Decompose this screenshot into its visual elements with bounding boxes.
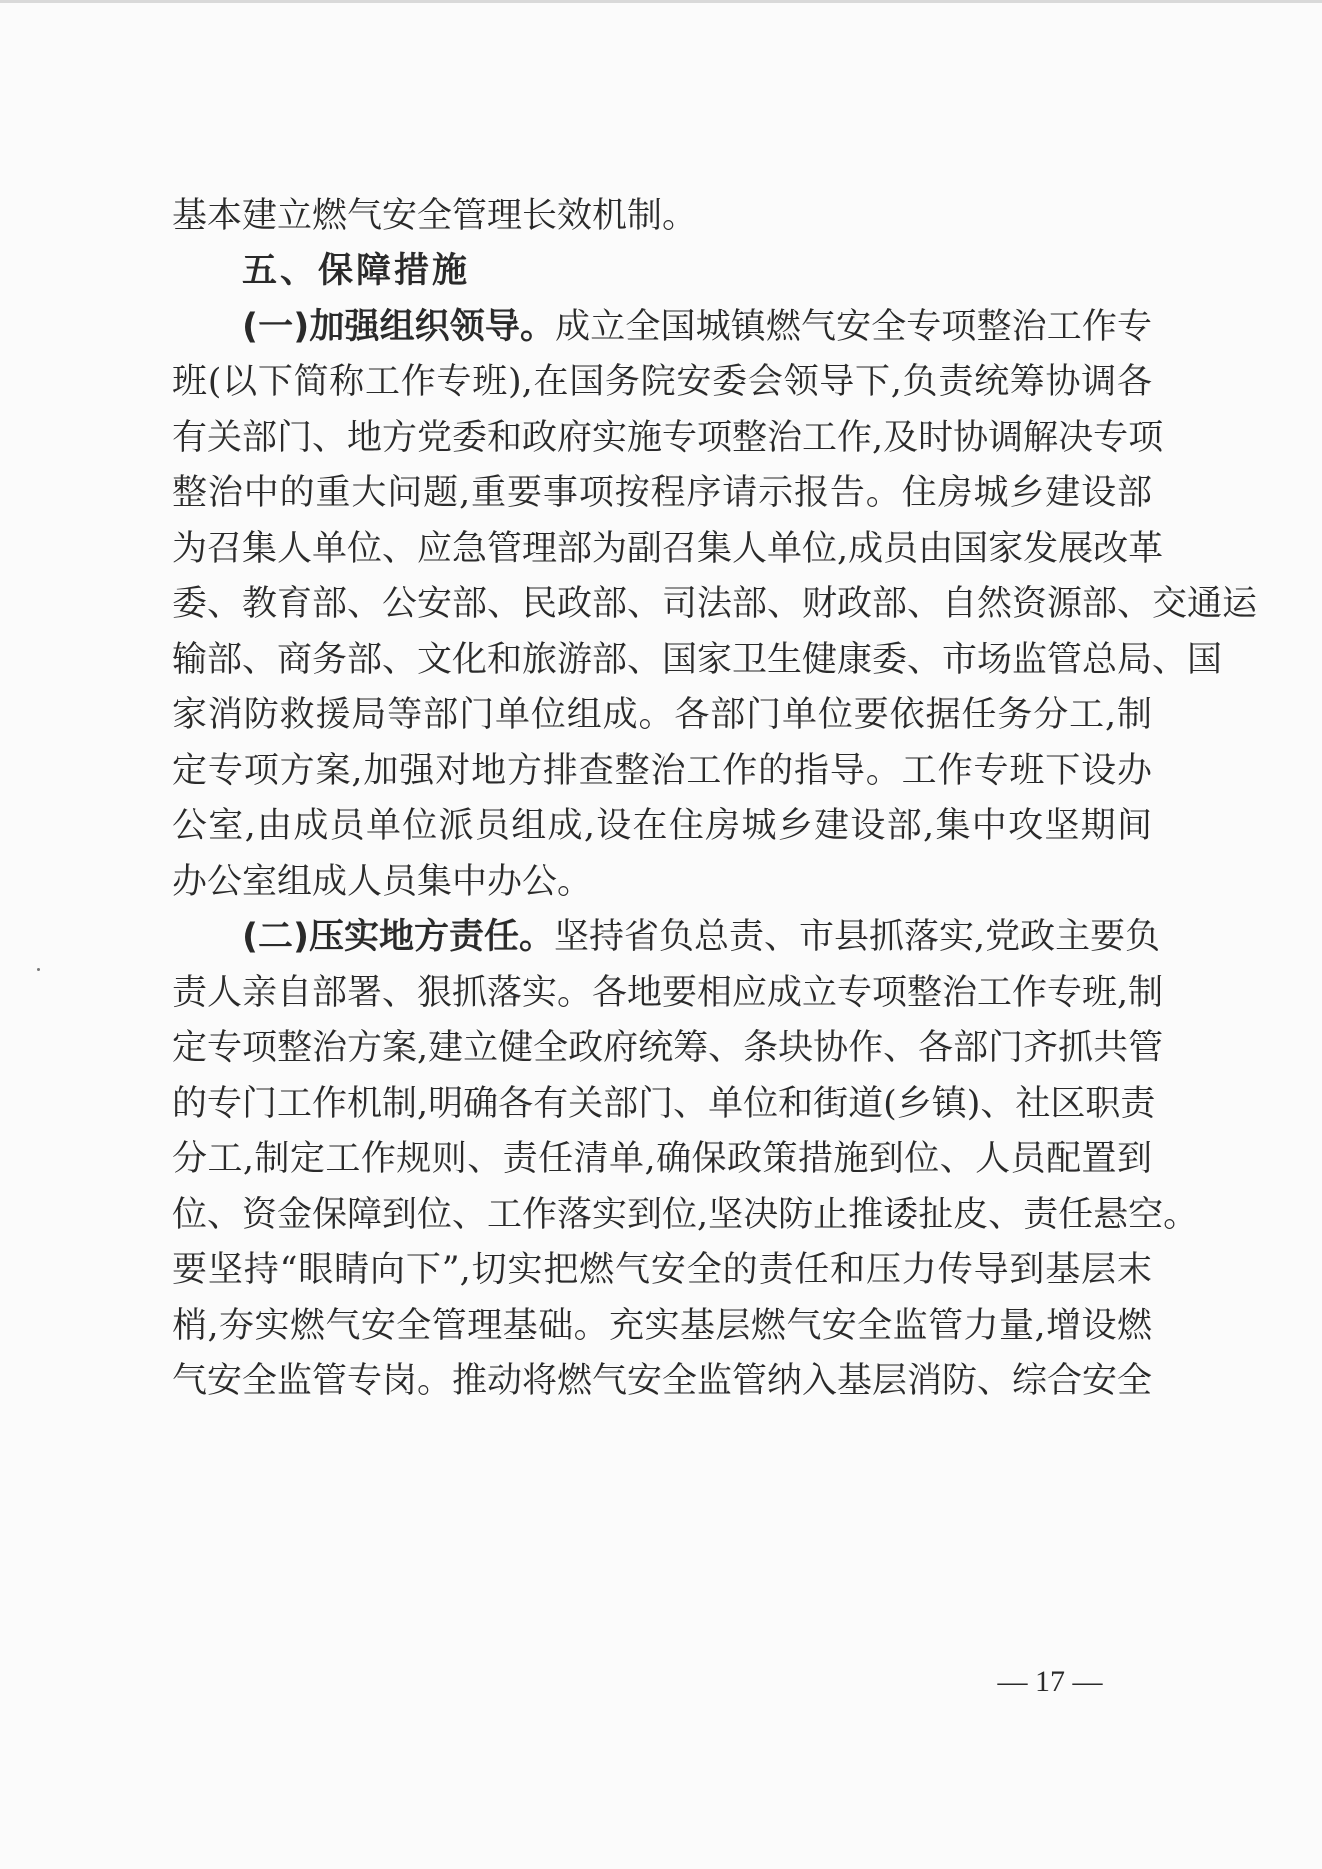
text-line: 输部、商务部、文化和旅游部、国家卫生健康委、市场监管总局、国	[172, 640, 1223, 680]
text-line: 办公室组成人员集中办公。	[172, 862, 593, 902]
text-line: 整治中的重大问题,重要事项按程序请示报告。住房城乡建设部	[172, 473, 1152, 513]
paragraph-2-first-line	[242, 907, 1161, 967]
paragraph-1-first-line	[242, 297, 1152, 357]
text-line: 为召集人单位、应急管理部为副召集人单位,成员由国家发展改革	[172, 529, 1164, 569]
text-line: 委、教育部、公安部、民政部、司法部、财政部、自然资源部、交通运	[172, 584, 1258, 624]
page-top-edge	[0, 0, 1322, 3]
page-number: — 17 —	[997, 1665, 1103, 1698]
text-line: 班(以下简称工作专班),在国务院安委会领导下,负责统筹协调各	[172, 362, 1152, 402]
text-line: 位、资金保障到位、工作落实到位,坚决防止推诿扯皮、责任悬空。	[172, 1195, 1199, 1235]
text-line: 公室,由成员单位派员组成,设在住房城乡建设部,集中攻坚期间	[172, 806, 1152, 846]
scan-speck	[37, 968, 40, 971]
text-line: 基本建立燃气安全管理长效机制。	[172, 196, 698, 236]
text-line: 气安全监管专岗。推动将燃气安全监管纳入基层消防、综合安全	[172, 1361, 1153, 1401]
paragraph-1-lead-rest: 成立全国城镇燃气安全专项整治工作专	[555, 307, 1152, 347]
paragraph-1-lead: (一)加强组织领导。	[242, 307, 556, 347]
text-line: 梢,夯实燃气安全管理基础。充实基层燃气安全监管力量,增设燃	[172, 1306, 1152, 1346]
text-line: 要坚持“眼睛向下”,切实把燃气安全的责任和压力传导到基层末	[172, 1250, 1152, 1290]
text-line: 家消防救援局等部门单位组成。各部门单位要依据任务分工,制	[172, 695, 1152, 735]
paragraph-2-lead: (二)压实地方责任。	[242, 917, 554, 957]
text-line: 有关部门、地方党委和政府实施专项整治工作,及时协调解决专项	[172, 418, 1164, 458]
section-heading: 五、保障措施	[242, 251, 471, 291]
text-line: 定专项方案,加强对地方排查整治工作的指导。工作专班下设办	[172, 751, 1152, 791]
text-line: 定专项整治方案,建立健全政府统筹、条块协作、各部门齐抓共管	[172, 1028, 1164, 1068]
text-line: 分工,制定工作规则、责任清单,确保政策措施到位、人员配置到	[172, 1139, 1152, 1179]
text-line: 的专门工作机制,明确各有关部门、单位和街道(乡镇)、社区职责	[172, 1084, 1156, 1124]
text-line: 责人亲自部署、狠抓落实。各地要相应成立专项整治工作专班,制	[172, 973, 1164, 1013]
paragraph-2-lead-rest: 坚持省负总责、市县抓落实,党政主要负	[554, 917, 1161, 957]
